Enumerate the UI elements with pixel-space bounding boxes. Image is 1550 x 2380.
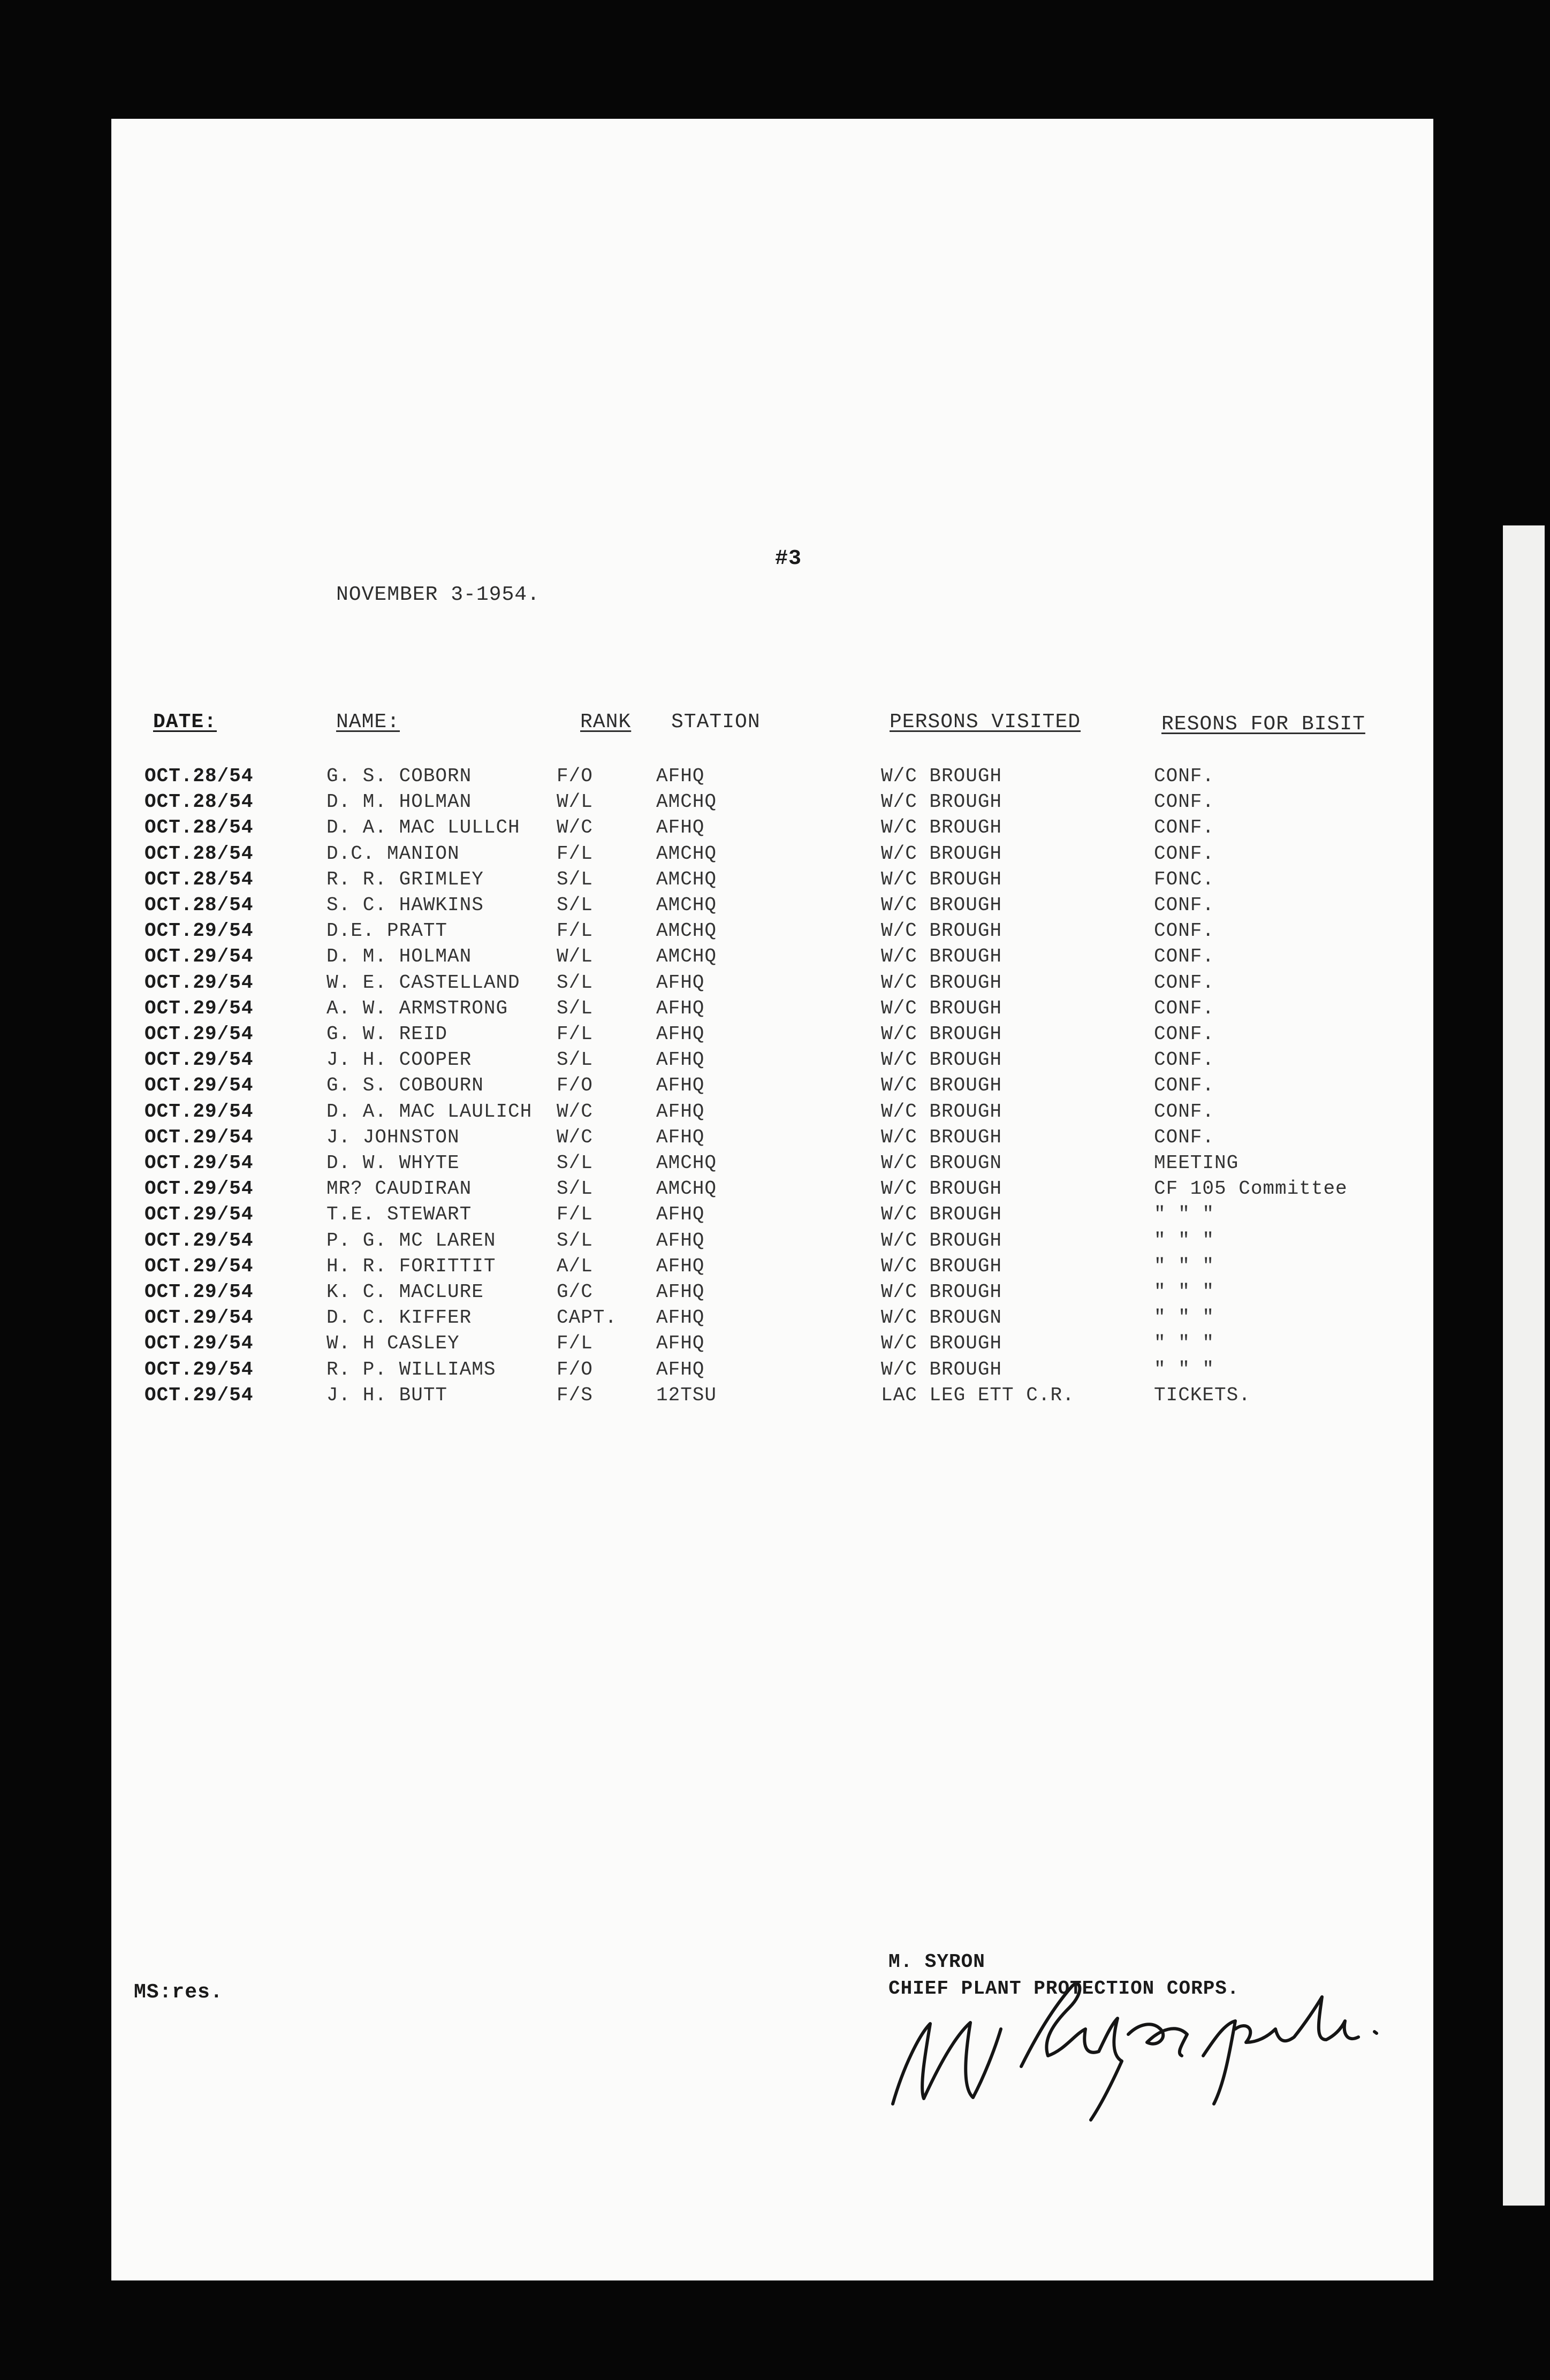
cell-rank: S/L	[557, 997, 593, 1019]
cell-date: OCT.29/54	[145, 971, 254, 994]
cell-rank: F/O	[557, 765, 593, 787]
cell-reason: CONF.	[1154, 894, 1215, 916]
cell-station: AFHQ	[656, 1281, 705, 1303]
cell-rank: S/L	[557, 1152, 593, 1174]
table-row	[111, 1074, 1433, 1100]
header-date: DATE:	[153, 711, 217, 734]
cell-station: AFHQ	[656, 1229, 705, 1252]
cell-rank: F/L	[557, 1332, 593, 1355]
cell-name: H. R. FORITTIT	[326, 1255, 496, 1277]
table-row	[111, 1203, 1433, 1229]
cell-persons: W/C BROUGH	[881, 997, 1002, 1019]
header-reason: RESONS FOR BISIT	[1161, 713, 1365, 736]
cell-rank: W/C	[557, 817, 593, 839]
cell-reason: CONF.	[1154, 765, 1215, 787]
cell-persons: W/C BROUGH	[881, 1229, 1002, 1252]
cell-date: OCT.29/54	[145, 920, 254, 942]
cell-station: AFHQ	[656, 1126, 705, 1148]
cell-station: AFHQ	[656, 1049, 705, 1071]
cell-name: P. G. MC LAREN	[326, 1229, 496, 1252]
cell-reason: CONF.	[1154, 920, 1215, 942]
cell-rank: W/C	[557, 1100, 593, 1123]
cell-persons: W/C BROUGH	[881, 1255, 1002, 1277]
cell-persons: W/C BROUGH	[881, 1332, 1002, 1355]
cell-reason: MEETING	[1154, 1152, 1239, 1174]
cell-date: OCT.29/54	[145, 1384, 254, 1406]
cell-name: W. E. CASTELLAND	[326, 971, 520, 994]
table-row	[111, 1152, 1433, 1178]
cell-station: AMCHQ	[656, 842, 717, 865]
cell-rank: F/L	[557, 920, 593, 942]
cell-reason: CONF.	[1154, 1049, 1215, 1071]
cell-name: D. A. MAC LAULICH	[326, 1100, 533, 1123]
cell-rank: A/L	[557, 1255, 593, 1277]
cell-rank: S/L	[557, 868, 593, 890]
cell-persons: LAC LEG ETT C.R.	[881, 1384, 1075, 1406]
cell-station: AMCHQ	[656, 1178, 717, 1200]
cell-station: AFHQ	[656, 1023, 705, 1045]
cell-reason: CF 105 Committee	[1154, 1178, 1348, 1200]
cell-station: AMCHQ	[656, 1152, 717, 1174]
cell-persons: W/C BROUGH	[881, 1203, 1002, 1226]
cell-name: D.C. MANION	[326, 842, 460, 865]
cell-persons: W/C BROUGH	[881, 1281, 1002, 1303]
cell-persons: W/C BROUGH	[881, 868, 1002, 890]
cell-rank: W/L	[557, 945, 593, 968]
cell-reason: CONF.	[1154, 1126, 1215, 1148]
cell-name: D. C. KIFFER	[326, 1307, 472, 1329]
cell-station: AMCHQ	[656, 920, 717, 942]
cell-reason: CONF.	[1154, 791, 1215, 813]
cell-name: D. M. HOLMAN	[326, 791, 472, 813]
table-row	[111, 1359, 1433, 1384]
table-row	[111, 945, 1433, 971]
table-row	[111, 765, 1433, 791]
cell-rank: W/C	[557, 1126, 593, 1148]
cell-persons: W/C BROUGH	[881, 842, 1002, 865]
header-rank: RANK	[580, 711, 632, 734]
cell-name: D. A. MAC LULLCH	[326, 817, 520, 839]
cell-persons: W/C BROUGH	[881, 1126, 1002, 1148]
cell-reason: CONF.	[1154, 1023, 1215, 1045]
cell-reason: CONF.	[1154, 1074, 1215, 1097]
document-page	[111, 119, 1433, 2280]
cell-rank: F/L	[557, 842, 593, 865]
table-row	[111, 972, 1433, 997]
cell-station: AFHQ	[656, 997, 705, 1019]
table-row	[111, 920, 1433, 945]
table-row	[111, 1126, 1433, 1152]
cell-date: OCT.29/54	[145, 1049, 254, 1071]
table-row	[111, 894, 1433, 920]
cell-persons: W/C BROUGH	[881, 1074, 1002, 1097]
cell-rank: F/L	[557, 1023, 593, 1045]
cell-name: R. P. WILLIAMS	[326, 1358, 496, 1380]
cell-persons: W/C BROUGH	[881, 971, 1002, 994]
cell-date: OCT.29/54	[145, 1152, 254, 1174]
cell-station: AFHQ	[656, 1307, 705, 1329]
table-row	[111, 1384, 1433, 1410]
cell-date: OCT.29/54	[145, 1023, 254, 1045]
cell-name: G. S. COBORN	[326, 765, 472, 787]
table-row	[111, 1101, 1433, 1126]
cell-name: MR? CAUDIRAN	[326, 1178, 472, 1200]
cell-station: AFHQ	[656, 1358, 705, 1380]
cell-name: G. S. COBOURN	[326, 1074, 484, 1097]
cell-date: OCT.28/54	[145, 817, 254, 839]
cell-station: AMCHQ	[656, 791, 717, 813]
cell-reason: CONF.	[1154, 971, 1215, 994]
cell-name: R. R. GRIMLEY	[326, 868, 484, 890]
table-row	[111, 1178, 1433, 1203]
header-persons: PERSONS VISITED	[890, 711, 1081, 734]
cell-name: J. JOHNSTON	[326, 1126, 460, 1148]
cell-reason: CONF.	[1154, 997, 1215, 1019]
table-row	[111, 817, 1433, 842]
cell-name: A. W. ARMSTRONG	[326, 997, 508, 1019]
cell-reason: " " "	[1154, 1229, 1215, 1252]
date-line: NOVEMBER 3-1954.	[336, 583, 540, 606]
page-edge	[1503, 525, 1545, 2206]
cell-persons: W/C BROUGH	[881, 1049, 1002, 1071]
cell-reason: " " "	[1154, 1281, 1215, 1303]
table-row	[111, 1281, 1433, 1307]
cell-name: J. H. BUTT	[326, 1384, 448, 1406]
cell-station: AFHQ	[656, 1100, 705, 1123]
cell-rank: F/S	[557, 1384, 593, 1406]
cell-persons: W/C BROUGH	[881, 1100, 1002, 1123]
cell-station: AFHQ	[656, 971, 705, 994]
cell-rank: G/C	[557, 1281, 593, 1303]
cell-rank: F/O	[557, 1074, 593, 1097]
cell-name: D.E. PRATT	[326, 920, 448, 942]
table-row	[111, 1230, 1433, 1255]
cell-name: W. H CASLEY	[326, 1332, 460, 1355]
table-row	[111, 843, 1433, 868]
cell-reason: " " "	[1154, 1358, 1215, 1380]
cell-name: J. H. COOPER	[326, 1049, 472, 1071]
cell-name: D. W. WHYTE	[326, 1152, 460, 1174]
cell-persons: W/C BROUGH	[881, 920, 1002, 942]
cell-rank: S/L	[557, 971, 593, 994]
cell-date: OCT.29/54	[145, 945, 254, 968]
cell-rank: CAPT.	[557, 1307, 618, 1329]
cell-name: G. W. REID	[326, 1023, 448, 1045]
table-row	[111, 868, 1433, 894]
cell-rank: S/L	[557, 894, 593, 916]
cell-station: 12TSU	[656, 1384, 717, 1406]
table-row	[111, 1255, 1433, 1281]
cell-persons: W/C BROUGH	[881, 765, 1002, 787]
cell-reason: " " "	[1154, 1203, 1215, 1226]
cell-date: OCT.29/54	[145, 1332, 254, 1355]
cell-date: OCT.28/54	[145, 894, 254, 916]
cell-name: S. C. HAWKINS	[326, 894, 484, 916]
cell-date: OCT.29/54	[145, 1203, 254, 1226]
page-number: #3	[775, 547, 802, 571]
cell-persons: W/C BROUGH	[881, 1023, 1002, 1045]
cell-station: AFHQ	[656, 765, 705, 787]
cell-station: AFHQ	[656, 1255, 705, 1277]
cell-rank: S/L	[557, 1049, 593, 1071]
cell-date: OCT.29/54	[145, 997, 254, 1019]
table-row	[111, 997, 1433, 1023]
cell-station: AFHQ	[656, 1074, 705, 1097]
cell-date: OCT.28/54	[145, 868, 254, 890]
cell-station: AFHQ	[656, 817, 705, 839]
cell-reason: CONF.	[1154, 1100, 1215, 1123]
cell-reason: FONC.	[1154, 868, 1215, 890]
signature-title: CHIEF PLANT PROTECTION CORPS.	[888, 1978, 1240, 2000]
cell-persons: W/C BROUGH	[881, 1358, 1002, 1380]
cell-date: OCT.28/54	[145, 842, 254, 865]
cell-persons: W/C BROUGH	[881, 817, 1002, 839]
cell-persons: W/C BROUGH	[881, 791, 1002, 813]
cell-station: AMCHQ	[656, 894, 717, 916]
header-name: NAME:	[336, 711, 400, 734]
cell-station: AFHQ	[656, 1203, 705, 1226]
table-row	[111, 1023, 1433, 1049]
cell-station: AFHQ	[656, 1332, 705, 1355]
signature-name: M. SYRON	[888, 1951, 985, 1973]
cell-date: OCT.28/54	[145, 765, 254, 787]
cell-reason: CONF.	[1154, 842, 1215, 865]
cell-station: AMCHQ	[656, 868, 717, 890]
cell-reason: TICKETS.	[1154, 1384, 1251, 1406]
cell-date: OCT.29/54	[145, 1229, 254, 1252]
initials: MS:res.	[134, 1981, 223, 2004]
table-row	[111, 1307, 1433, 1332]
cell-reason: " " "	[1154, 1332, 1215, 1355]
table-row	[111, 1049, 1433, 1074]
cell-date: OCT.29/54	[145, 1358, 254, 1380]
cell-rank: F/L	[557, 1203, 593, 1226]
cell-date: OCT.29/54	[145, 1100, 254, 1123]
cell-rank: W/L	[557, 791, 593, 813]
cell-reason: " " "	[1154, 1307, 1215, 1329]
cell-reason: " " "	[1154, 1255, 1215, 1277]
header-station: STATION	[671, 711, 761, 734]
cell-rank: F/O	[557, 1358, 593, 1380]
cell-persons: W/C BROUGN	[881, 1307, 1002, 1329]
cell-date: OCT.29/54	[145, 1255, 254, 1277]
cell-persons: W/C BROUGH	[881, 1178, 1002, 1200]
cell-rank: S/L	[557, 1229, 593, 1252]
cell-persons: W/C BROUGH	[881, 894, 1002, 916]
table-row	[111, 791, 1433, 817]
cell-date: OCT.29/54	[145, 1281, 254, 1303]
cell-date: OCT.29/54	[145, 1126, 254, 1148]
cell-persons: W/C BROUGN	[881, 1152, 1002, 1174]
cell-name: D. M. HOLMAN	[326, 945, 472, 968]
cell-station: AMCHQ	[656, 945, 717, 968]
cell-date: OCT.29/54	[145, 1074, 254, 1097]
cell-reason: CONF.	[1154, 945, 1215, 968]
cell-date: OCT.29/54	[145, 1178, 254, 1200]
table-row	[111, 1332, 1433, 1358]
cell-name: T.E. STEWART	[326, 1203, 472, 1226]
cell-date: OCT.29/54	[145, 1307, 254, 1329]
cell-reason: CONF.	[1154, 817, 1215, 839]
cell-date: OCT.28/54	[145, 791, 254, 813]
cell-name: K. C. MACLURE	[326, 1281, 484, 1303]
cell-persons: W/C BROUGH	[881, 945, 1002, 968]
cell-rank: S/L	[557, 1178, 593, 1200]
